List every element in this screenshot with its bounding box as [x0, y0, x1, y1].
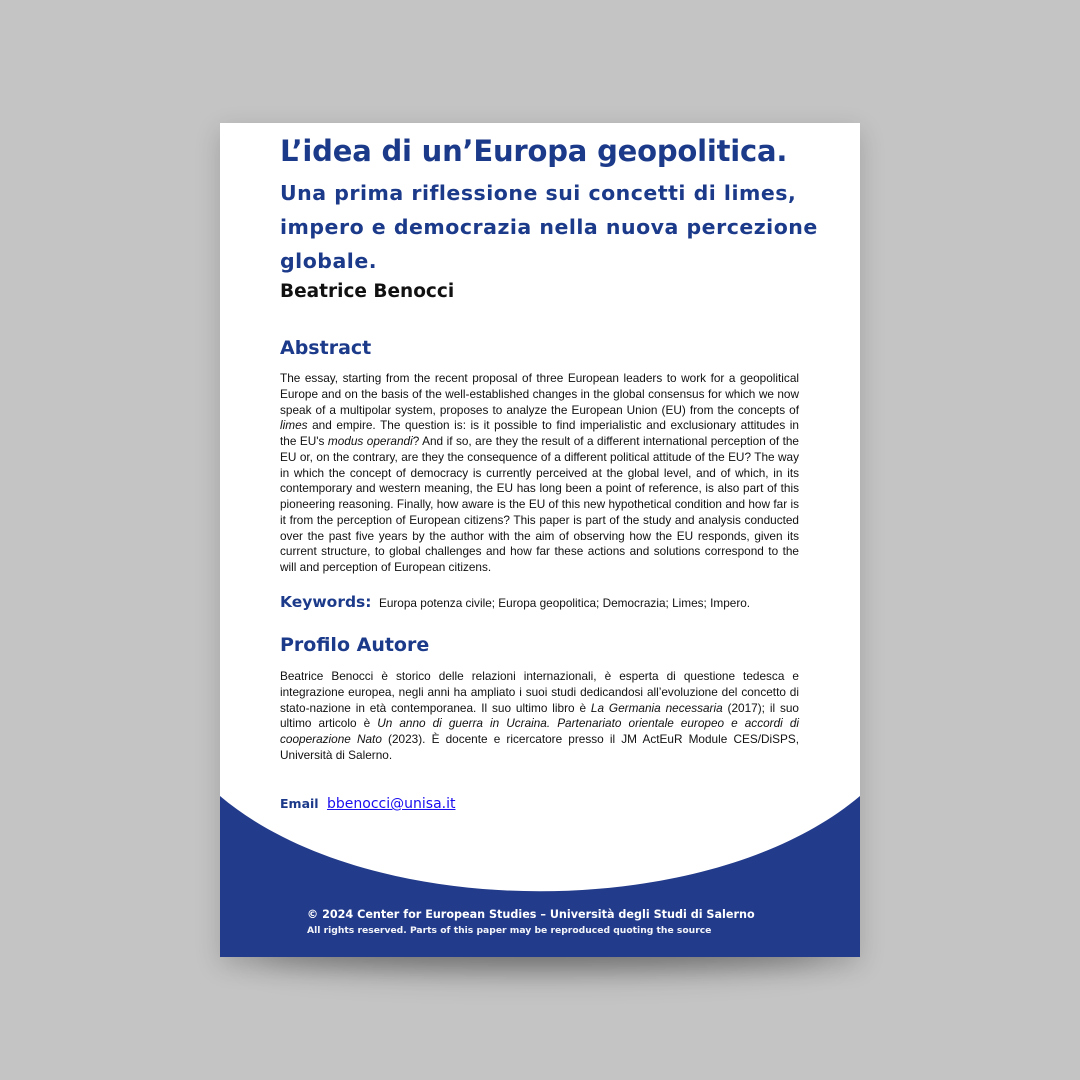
- footer: [307, 907, 827, 939]
- keywords-text: Europa potenza civile; Europa geopolitica; Democrazia; Limes; Impero.: [378, 596, 751, 610]
- abstract-heading: Abstract: [280, 337, 372, 359]
- abstract-text-3: ? And if so, are they the result of a different international perception of the EU or, on the contrary, are they the consequence of a different political attitude of the EU? The way in which the concept of democracy is currently perceived at the global level, and of which, in its contemporary and western meaning, the EU has long been a point of reference, is also part of this pioneering reasoning. Finally, how aware is the EU of this new hypothetical condition and how far is it from the perception of European citizens? This paper is part of the study and analysis conducted over the past five years by the author with the aim of observing how the EU responds, given its current structure, to global challenges and how far these actions and solutions correspond to the will and perception of European citizens.: [280, 434, 799, 574]
- abstract-text-1: The essay, starting from the recent proposal of three European leaders to work for a geopolitical Europe and on the basis of the well-established changes in the global consensus for which we now speak of a multipolar system, proposes to analyze the European Union (EU) from the concepts of: [280, 371, 799, 417]
- abstract-text: [280, 371, 799, 576]
- profile-text: [280, 669, 799, 764]
- paper-subtitle: Una prima riflessione sui concetti di limes, impero e democrazia nella nuova percezione globale.: [280, 181, 818, 273]
- keywords-line: [280, 593, 800, 612]
- abstract-text-2: and empire. The question is: is it possible to find imperialistic and exclusionary attitudes in the EU's: [280, 418, 799, 448]
- paper-page: [220, 123, 860, 957]
- profile-article-title: Un anno di guerra in Ucraina. Partenariato orientale europeo e accordi di cooperazione Nato: [280, 716, 800, 746]
- profile-heading: Profilo Autore: [280, 634, 430, 656]
- footer-rights: All rights reserved. Parts of this paper may be reproduced quoting the source: [307, 925, 712, 936]
- email-link[interactable]: bbenocci@unisa.it: [327, 796, 456, 812]
- profile-text-2: (2017); il suo ultimo articolo è: [280, 700, 799, 731]
- paper-title: L’idea di un’Europa geopolitica.: [280, 134, 788, 168]
- keywords-label: Keywords:: [280, 593, 372, 611]
- email-line: [280, 795, 455, 813]
- abstract-term-limes: limes: [280, 418, 308, 433]
- email-label: Email: [280, 796, 319, 811]
- footer-copyright: © 2024 Center for European Studies – Università degli Studi di Salerno: [307, 908, 755, 921]
- profile-text-1: Beatrice Benocci è storico delle relazioni internazionali, è esperta di questione tedesca e integrazione europea, negli anni ha ampliato i suoi studi dedicandosi all’evoluzione del concetto di stato-nazione in età contemporanea. Il suo ultimo libro è: [280, 669, 799, 715]
- profile-text-3: (2023). È docente e ricercatore presso il JM ActEuR Module CES/DiSPS, Università di Salerno.: [280, 732, 800, 762]
- paper-author: Beatrice Benocci: [280, 281, 455, 302]
- profile-book-title: La Germania necessaria: [590, 700, 723, 715]
- abstract-term-modus-operandi: modus operandi: [327, 434, 413, 448]
